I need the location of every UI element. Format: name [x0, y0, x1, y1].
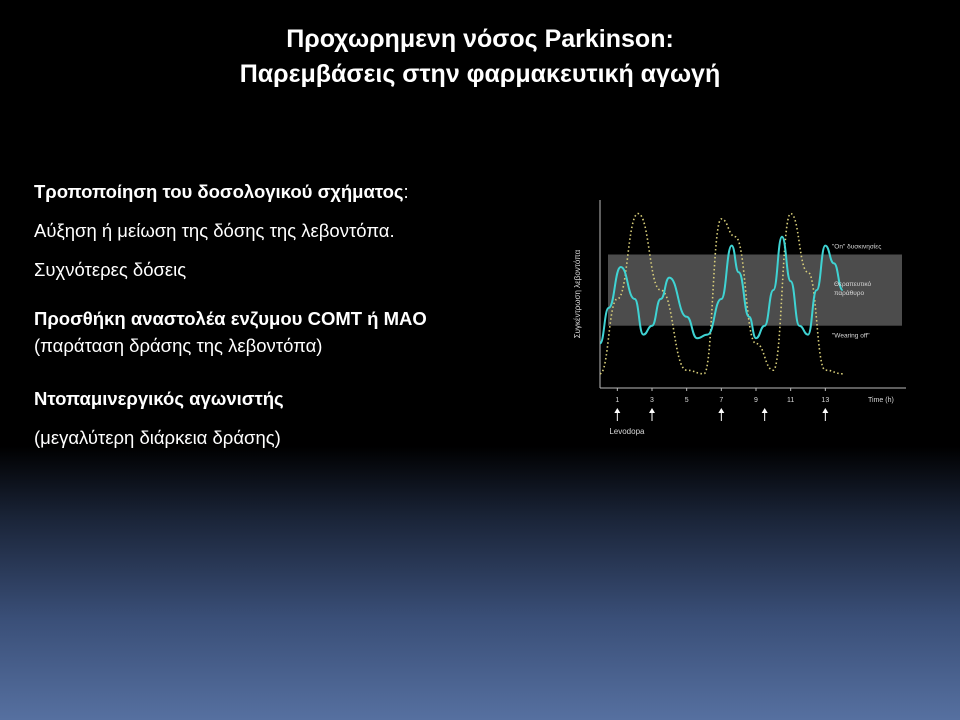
ticks-layer — [615, 388, 829, 404]
item-1-colon: : — [403, 181, 409, 202]
x-tick-label: 11 — [787, 397, 795, 404]
slide-title — [0, 22, 960, 92]
item-2-line-1: (παράταση δράσης της λεβοντόπα) — [34, 335, 323, 356]
band-label-middle-1: Θεραπευτικό — [834, 281, 872, 289]
x-axis-label: Time (h) — [868, 397, 894, 404]
item-2-heading: Προσθήκη αναστολέα ενζυμου COMT ή MAO — [34, 308, 427, 329]
x-tick-label: 1 — [615, 397, 620, 404]
dose-arrows — [614, 408, 828, 421]
item-1-line-2: Συχνότερες δόσεις — [34, 259, 187, 280]
x-tick-label: 13 — [821, 397, 830, 404]
dose-arrow — [718, 408, 724, 421]
dose-arrow — [822, 408, 828, 421]
dose-arrow — [614, 408, 620, 421]
title-line-2: Παρεμβάσεις στην φαρμακευτική αγωγή — [239, 60, 721, 88]
slide-body — [34, 172, 554, 457]
band-label-top: "On" δυσκινησίες — [832, 243, 882, 251]
x-tick-label: 9 — [754, 397, 758, 404]
dose-label: Levodopa — [609, 427, 645, 436]
dose-arrow — [762, 408, 768, 421]
dose-arrow — [649, 408, 655, 421]
x-tick-label: 3 — [650, 397, 654, 404]
levodopa-chart — [560, 188, 920, 448]
title-line-1: Προχωρημενη νόσος Parkinson: — [286, 25, 674, 53]
item-3-heading: Ντοπαμινεργικός αγωνιστής — [34, 388, 284, 409]
band-label-bottom: "Wearing off" — [832, 332, 870, 340]
x-tick-label: 7 — [719, 397, 724, 404]
levodopa-chart-svg — [560, 188, 920, 448]
item-1-heading-text: Τροποποίηση του δοσολογικού σχήματος — [34, 181, 404, 202]
y-axis-label: Συγκέντρωση λεβοντόπα — [573, 249, 582, 339]
item-3-line-1: (μεγαλύτερη διάρκεια δράσης) — [34, 427, 281, 448]
item-1-heading — [34, 172, 554, 211]
item-1-line-1: Αύξηση ή μείωση της δόσης της λεβοντόπα. — [34, 220, 395, 241]
band-label-middle-2: παράθυρο — [834, 290, 865, 298]
x-tick-label: 5 — [684, 397, 689, 404]
